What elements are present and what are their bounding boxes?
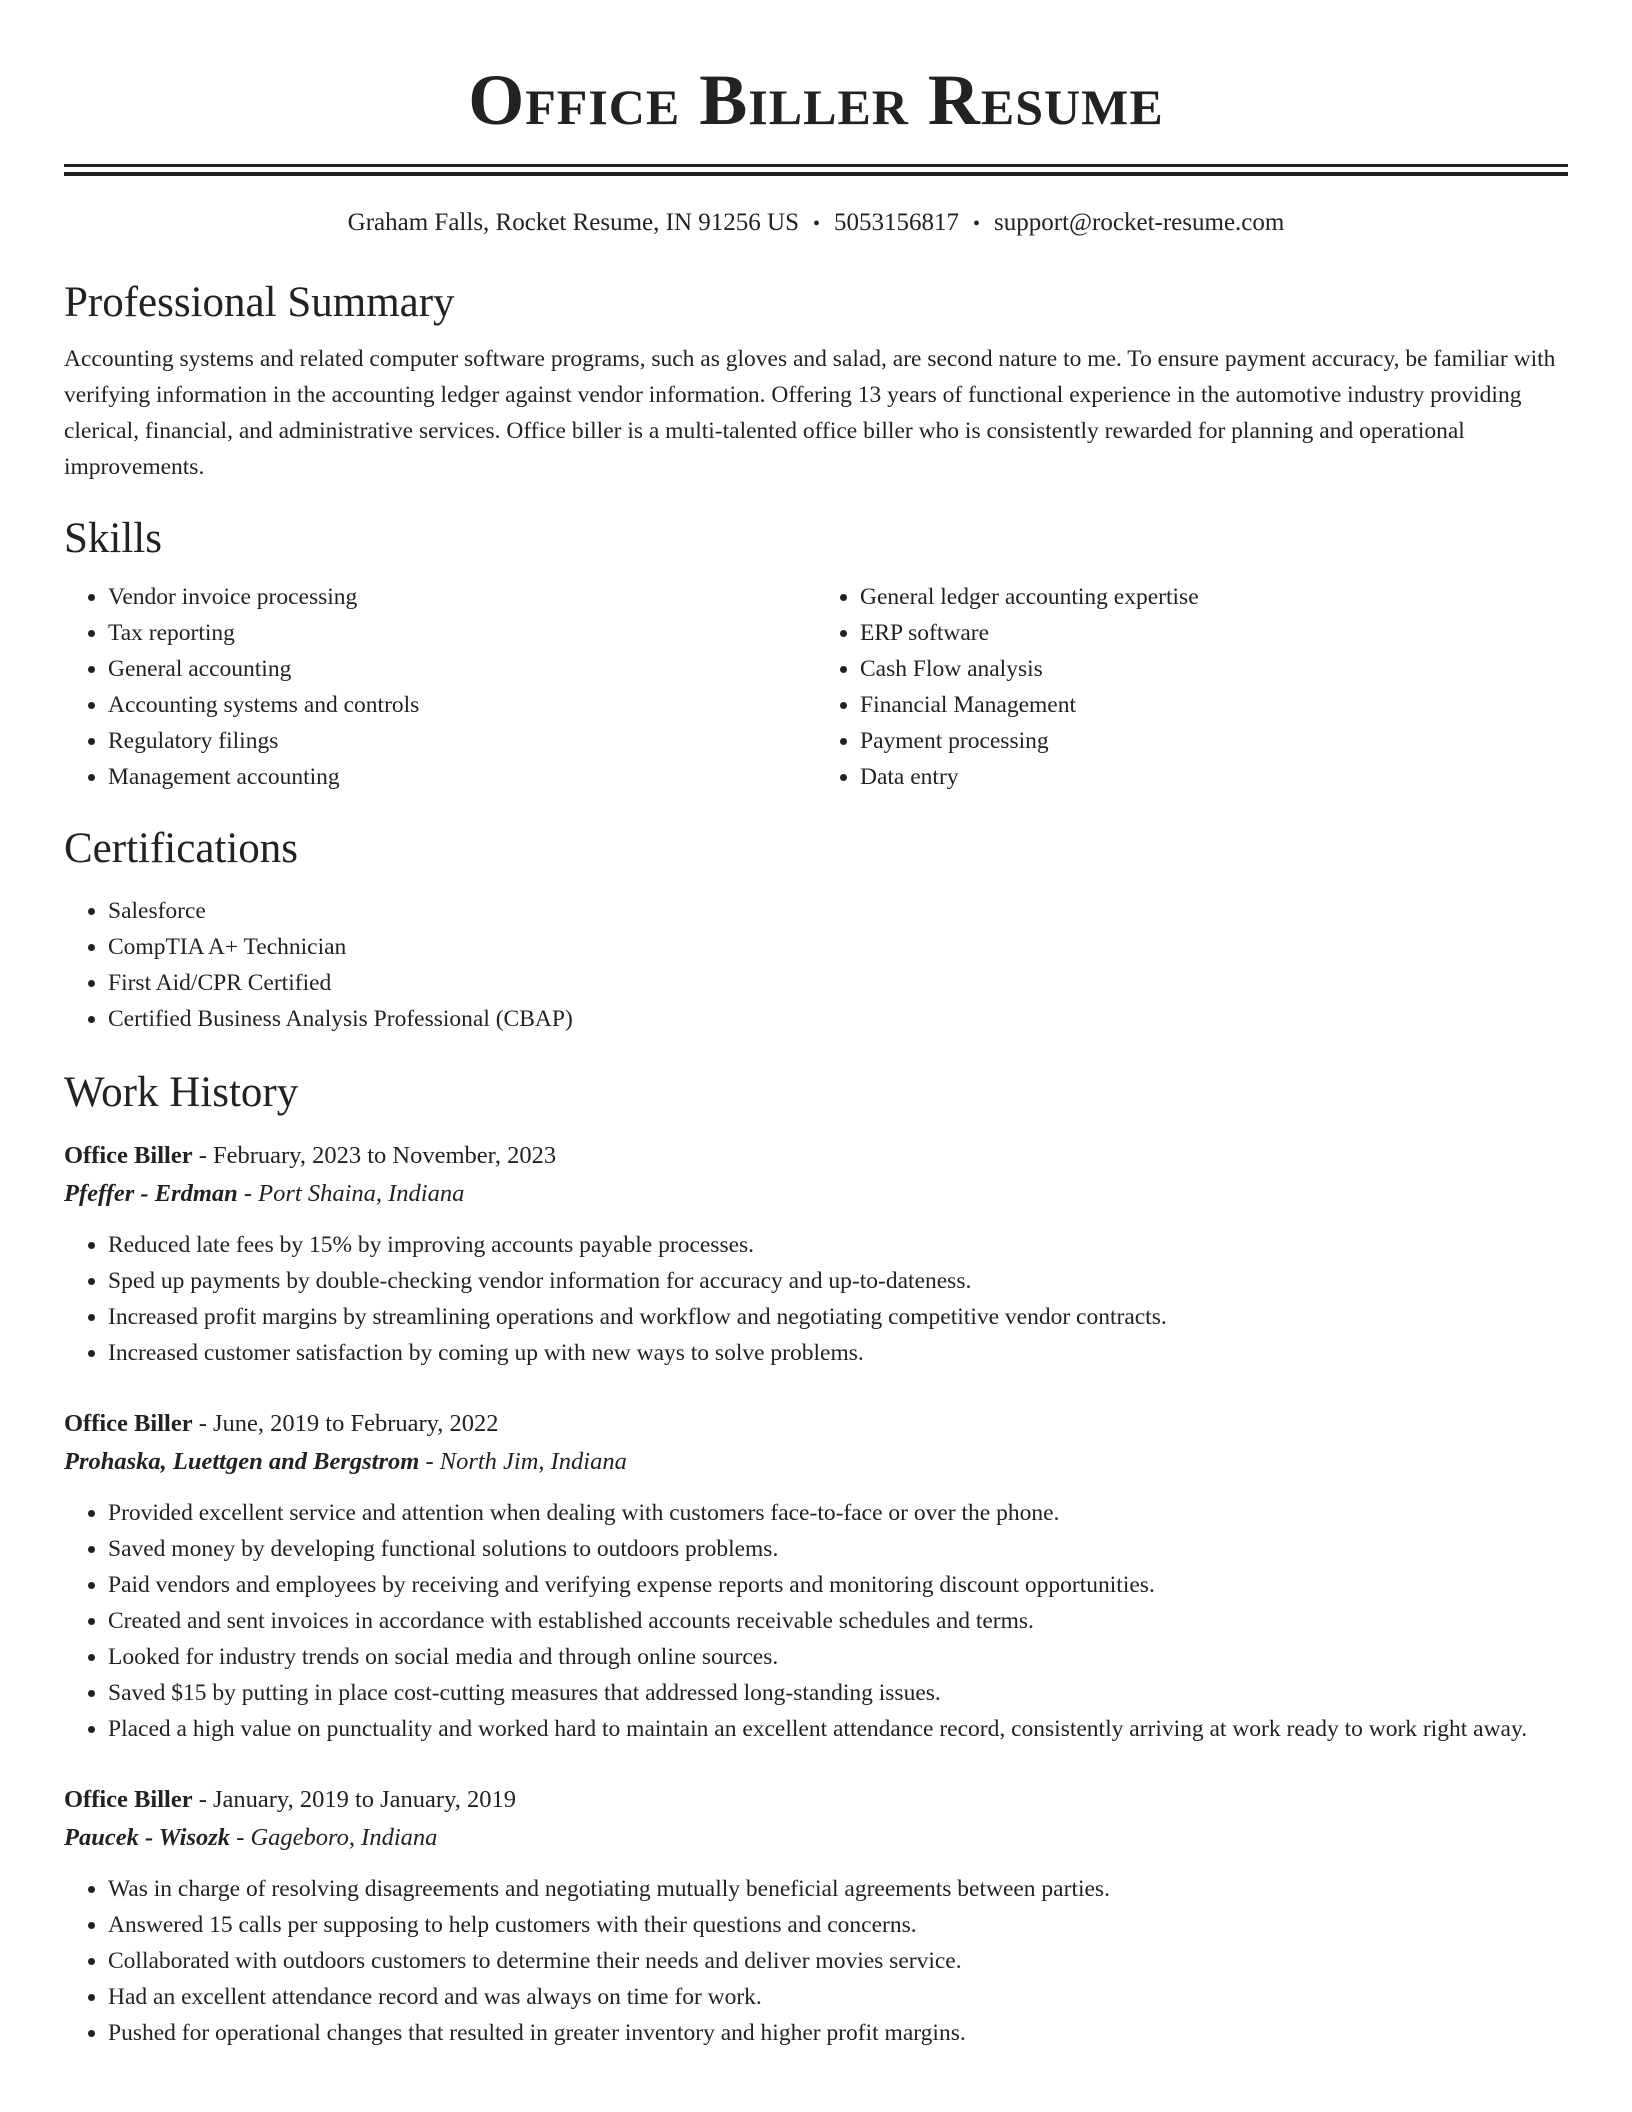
job-bullet: • Answered 15 calls per supposing to help customers with their questions and concerns. (108, 1907, 1568, 1943)
contact-email: support@rocket-resume.com (994, 209, 1285, 236)
certification-item: • Salesforce (108, 893, 1568, 929)
summary-heading: Professional Summary (64, 279, 455, 326)
job-bullet: • Saved $15 by putting in place cost-cutting measures that addressed long-standing issues. (108, 1675, 1568, 1711)
title-divider (64, 164, 1568, 176)
job-bullet: • Had an excellent attendance record and was always on time for work. (108, 1979, 1568, 2015)
job-title-line (64, 1781, 1568, 1819)
job-bullet: • Created and sent invoices in accordance with established accounts receivable schedules and terms. (108, 1603, 1568, 1639)
job-location: - Gageboro, Indiana (230, 1824, 438, 1851)
certifications-heading: Certifications (64, 825, 299, 872)
work-history-heading: Work History (64, 1069, 299, 1116)
job-entry (64, 1137, 1568, 1371)
job-bullet: • Looked for industry trends on social media and through online sources. (108, 1639, 1568, 1675)
job-dates: - January, 2019 to January, 2019 (192, 1786, 516, 1813)
job-title-line (64, 1405, 1568, 1443)
job-employer-line (64, 1819, 1568, 1857)
skill-item: • Vendor invoice processing (108, 579, 816, 615)
skill-item: • Financial Management (860, 687, 1568, 723)
skills-heading: Skills (64, 515, 162, 562)
certifications-section (64, 823, 1568, 1037)
job-dates: - June, 2019 to February, 2022 (192, 1410, 499, 1437)
skills-left-list (64, 579, 816, 795)
certification-item: • Certified Business Analysis Professional (CBAP) (108, 1001, 1568, 1037)
contact-separator: • (973, 213, 981, 235)
summary-text: Accounting systems and related computer software programs, such as gloves and salad, are second nature to me. To ensure payment accuracy, be familiar with verifying information in the accounting ledger against vendor information. Offering 13 years of functional experience in the automotive industry providing clerical, financial, and administrative services. Office biller is a multi-talented office biller who is consistently rewarded for planning and operational improvements. (64, 346, 1556, 480)
skill-item: • General ledger accounting expertise (860, 579, 1568, 615)
skill-item: • Regulatory filings (108, 723, 816, 759)
job-bullets (64, 1871, 1568, 2051)
skill-item: • Management accounting (108, 759, 816, 795)
job-bullet: • Increased customer satisfaction by coming up with new ways to solve problems. (108, 1335, 1568, 1371)
skill-item: • ERP software (860, 615, 1568, 651)
skills-section (64, 513, 1568, 795)
job-role: Office Biller (64, 1142, 193, 1169)
job-location: - North Jim, Indiana (419, 1448, 627, 1475)
skills-columns (64, 579, 1568, 795)
skill-item: • Data entry (860, 759, 1568, 795)
job-bullet: • Placed a high value on punctuality and worked hard to maintain an excellent attendance record, consistently arriving at work ready to work right away. (108, 1711, 1568, 1747)
job-bullet: • Was in charge of resolving disagreements and negotiating mutually beneficial agreements between parties. (108, 1871, 1568, 1907)
skill-item: • Tax reporting (108, 615, 816, 651)
contact-separator: • (813, 213, 821, 235)
job-employer: Pfeffer - Erdman (64, 1180, 238, 1207)
job-employer-line (64, 1443, 1568, 1481)
work-history-section (64, 1067, 1568, 2051)
resume-title: Office Biller Resume (468, 60, 1164, 140)
certification-item: • CompTIA A+ Technician (108, 929, 1568, 965)
contact-address: Graham Falls, Rocket Resume, IN 91256 US (347, 209, 799, 236)
job-title-line (64, 1137, 1568, 1175)
skill-item: • Accounting systems and controls (108, 687, 816, 723)
job-employer: Prohaska, Luettgen and Bergstrom (64, 1448, 420, 1475)
job-bullet: • Collaborated with outdoors customers to determine their needs and deliver movies service. (108, 1943, 1568, 1979)
job-bullets (64, 1495, 1568, 1747)
job-bullet: • Sped up payments by double-checking vendor information for accuracy and up-to-dateness. (108, 1263, 1568, 1299)
job-bullet: • Pushed for operational changes that resulted in greater inventory and higher profit margins. (108, 2015, 1568, 2051)
job-bullets (64, 1227, 1568, 1371)
contact-phone: 5053156817 (834, 209, 960, 236)
job-employer: Paucek - Wisozk (64, 1824, 231, 1851)
job-entry (64, 1781, 1568, 2051)
certifications-list (64, 893, 1568, 1037)
job-employer-line (64, 1175, 1568, 1213)
job-location: - Port Shaina, Indiana (237, 1180, 465, 1207)
certification-item: • First Aid/CPR Certified (108, 965, 1568, 1001)
job-role: Office Biller (64, 1410, 193, 1437)
job-dates: - February, 2023 to November, 2023 (192, 1142, 557, 1169)
job-entry (64, 1405, 1568, 1747)
job-bullet: • Saved money by developing functional solutions to outdoors problems. (108, 1531, 1568, 1567)
job-role: Office Biller (64, 1786, 193, 1813)
skill-item: • Cash Flow analysis (860, 651, 1568, 687)
job-bullet: • Increased profit margins by streamlining operations and workflow and negotiating competitive vendor contracts. (108, 1299, 1568, 1335)
skills-right-list (816, 579, 1568, 795)
summary-section (64, 277, 1568, 485)
job-bullet: • Paid vendors and employees by receiving and verifying expense reports and monitoring discount opportunities. (108, 1567, 1568, 1603)
job-bullet: • Reduced late fees by 15% by improving accounts payable processes. (108, 1227, 1568, 1263)
skill-item: • General accounting (108, 651, 816, 687)
contact-line (64, 206, 1568, 241)
job-bullet: • Provided excellent service and attention when dealing with customers face-to-face or over the phone. (108, 1495, 1568, 1531)
skill-item: • Payment processing (860, 723, 1568, 759)
